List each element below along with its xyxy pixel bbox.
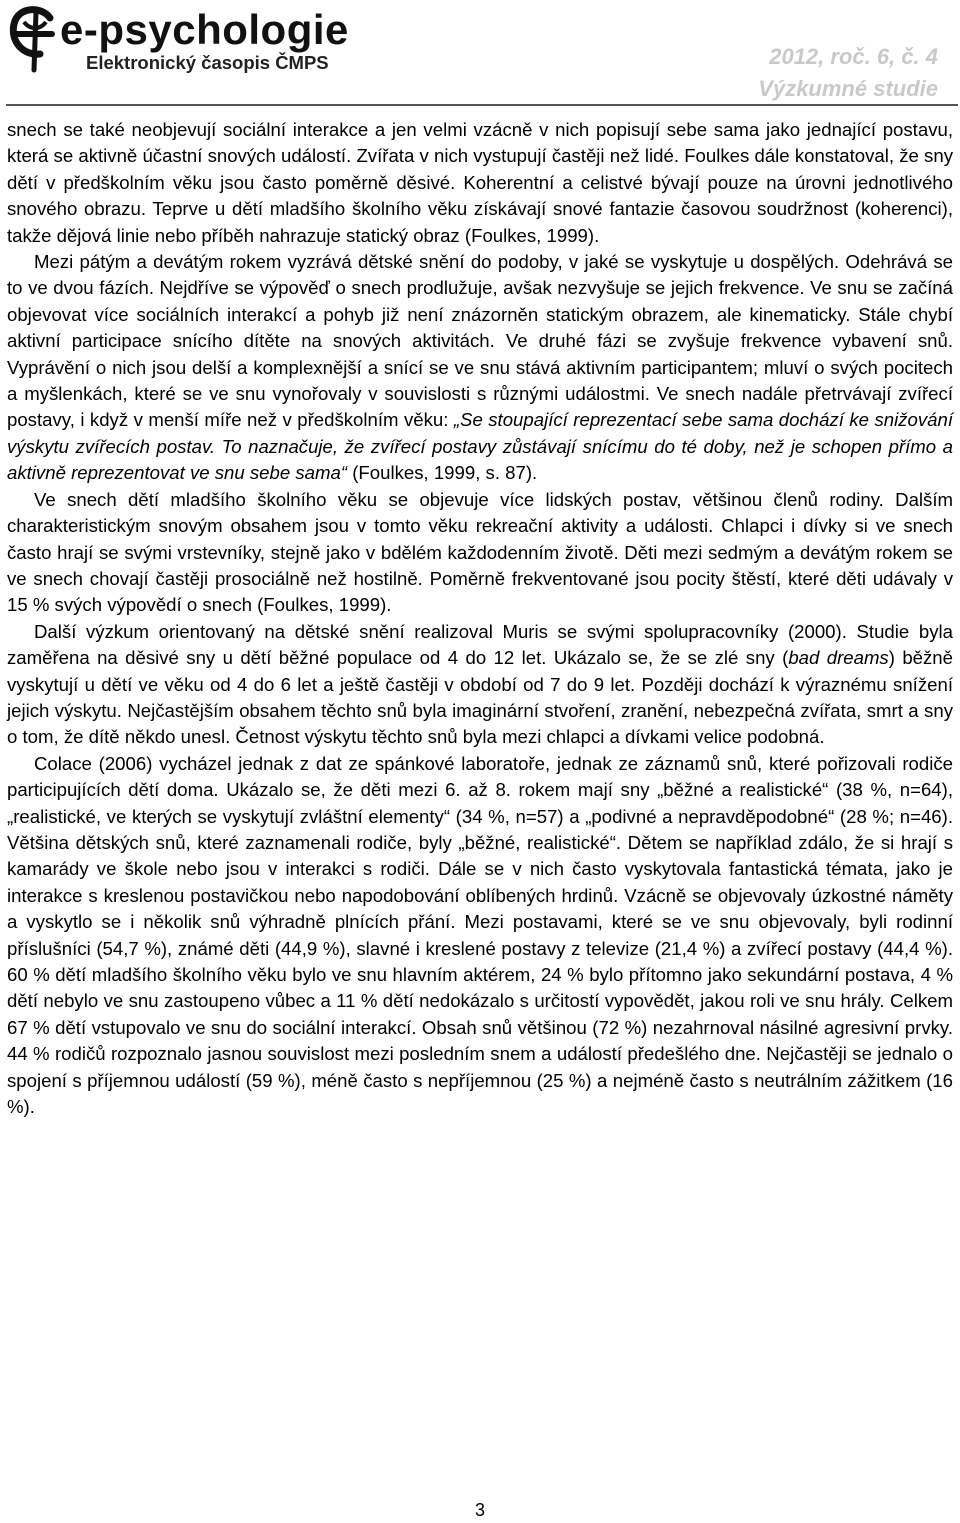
journal-logo bbox=[6, 4, 386, 76]
page-header bbox=[0, 0, 960, 106]
paragraph-2 bbox=[7, 249, 953, 487]
paragraph-4-term: bad dreams bbox=[788, 647, 889, 669]
paragraph-2-text: Mezi pátým a devátým rokem vyzrává dětské snění do podoby, v jaké se vyskytuje u dospělých. Odehrává se to ve dvou fázích. Nejdříve se výpověď o snech prodlužuje, avšak nezvyšuje se jejich frekvence. Ve snu se začíná objevovat více sociálních interakcí a pohyb již není znázorněn statickým obrazem, ale kinematicky. Stále chybí aktivní participace snícího dítěte na snových aktivitách. Ve druhé fázi se zvyšuje frekvence vybavení snů. Vyprávění o nich jsou delší a komplexnější a snící se ve snu stává aktivním participantem; mluví o svých pocitech a myšlenkách, které se ve snu vynořovaly v souvislosti s různými událostmi. Ve snech nadále přetrvávají zvířecí postavy, i když v menší míře než v předškolním věku: bbox=[7, 251, 953, 431]
paragraph-3: Ve snech dětí mladšího školního věku se objevuje více lidských postav, většinou členů rodiny. Dalším charakteristickým snovým obsahem jsou v tomto věku rekreační aktivity a události. Chlapci i dívky si ve snech často hrají se svými vrstevníky, stejně jako v bdělém každodenním životě. Děti mezi sedmým a devátým rokem se ve snech chovají častěji prosociálně než hostilně. Poměrně frekventované jsou pocity štěstí, které děti udávaly v 15 % svých výpovědí o snech (Foulkes, 1999). bbox=[7, 488, 953, 616]
article-body bbox=[7, 117, 953, 1120]
paragraph-4-text-cont: ) běžně vyskytují u dětí ve věku od 4 do 6 let a ještě častěji v období od 7 do 9 let. Později dochází k výraznému snížení jejich výskytu. Nejčastějším obsahem těchto snů byla imaginární stvoření, zranění, nebezpečná zvířata, smrt a sny o tom, že dítě někdo unesl. Četnost výskytu těchto snů byla mezi chlapci a dívkami velice podobná. bbox=[7, 647, 953, 748]
paragraph-1: snech se také neobjevují sociální interakce a jen velmi vzácně v nich popisují sebe sama jako jednající postavu, která se aktivně účastní snových událostí. Zvířata v nich vystupují častěji než lidé. Foulkes dále konstatoval, že sny dětí v předškolním věku jsou často poměrně děsivé. Koherentní a celistvé bývají pouze na úrovni jednotlivého snového obrazu. Teprve u dětí mladšího školního věku získávají snové fantazie časovou soudržnost (koherenci), takže dějová linie nebo příběh nahrazuje statický obraz (Foulkes, 1999). bbox=[7, 119, 953, 246]
paragraph-4 bbox=[7, 619, 953, 751]
page-number: 3 bbox=[474, 1500, 485, 1520]
logo-subtitle: Elektronický časopis ČMPS bbox=[86, 52, 329, 73]
e-psychologie-logo-icon bbox=[6, 4, 66, 76]
section-label: Výzkumné studie bbox=[758, 76, 938, 101]
paragraph-2-quote: „Se stoupající reprezentací sebe sama dochází ke snižování výskytu zvířecích postav. To naznačuje, že zvířecí postavy zůstávají snícímu do té doby, než je schopen přímo a aktivně reprezentovat ve snu sebe sama“ bbox=[7, 409, 953, 484]
logo-title: e-psychologie bbox=[60, 6, 349, 53]
paragraph-5: Colace (2006) vycházel jednak z dat ze spánkové laboratoře, jednak ze záznamů snů, které pořizovali rodiče participujících dětí doma. Ukázalo se, že děti mezi 6. až 8. rokem mají sny „běžné a realistické“ (38 %, n=64), „realistické, ve kterých se vyskytují zvláštní elementy“ (34 %, n=57) a „podivné a nepravděpodobné“ (28 %; n=46). Většina dětských snů, které zaznamenali rodiče, byly „běžné, realistické“. Dětem se například zdálo, že si hrají s kamarády ve škole nebo jsou v interakci s rodiči. Dále se v nich často vyskytovala fantastická témata, jako je interakce s kreslenou postavičkou nebo napodobování oblíbených hrdinů. Vzácně se objevovaly úzkostné náměty a vyskytlo se i několik snů výhradně plnících přání. Mezi postavami, které se ve snu objevovaly, byli rodinní příslušníci (54,7 %), známé děti (44,9 %), slavné i kreslené postavy z televize (21,4 %) a zvířecí postavy (44,4 %). 60 % dětí mladšího školního věku bylo ve snu hlavním aktérem, 24 % bylo přítomno jako sekundární postava, 4 % dětí nebylo ve snu zastoupeno vůbec a 11 % dětí nedokázalo s určitostí vypovědět, jakou roli ve snu hrály. Celkem 67 % dětí vstupovalo ve snu do sociální interakcí. Obsah snů většinou (72 %) nezahrnoval násilné agresivní prvky. 44 % rodičů rozpoznalo jasnou souvislost mezi posledním snem a událostí předešlého dne. Nejčastěji se jednalo o spojení s příjemnou událostí (59 %), méně často s nepříjemnou (25 %) a nejméně často s neutrálním zážitkem (16 %). bbox=[7, 752, 953, 1118]
paragraph-2-citation: (Foulkes, 1999, s. 87). bbox=[347, 462, 538, 484]
paragraph-4-text: Další výzkum orientovaný na dětské snění realizoval Muris se svými spolupracovníky (2000). Studie byla zaměřena na děsivé sny u dětí běžné populace od 4 do 12 let. Ukázalo se, že se zlé sny ( bbox=[7, 620, 953, 669]
header-divider bbox=[6, 104, 958, 106]
issue-label: 2012, roč. 6, č. 4 bbox=[769, 44, 938, 69]
